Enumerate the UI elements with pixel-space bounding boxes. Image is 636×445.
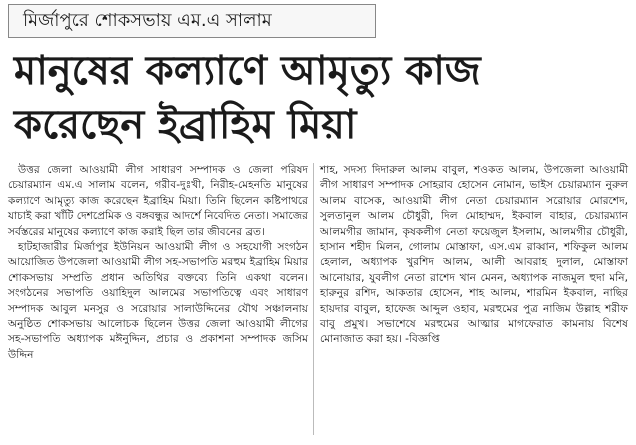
left-column: [8, 163, 308, 363]
body-paragraph-3: শাহ, সদস্য দিদারুল আলম বাবুল, শওকত আলম, উপজেলা আওয়ামী লীগ সাধারণ সম্পাদক সোহরাব হোসেন নোমান, ভাইস চেয়ারম্যান নুরুল আলম বাসেক, আওয়ামী লীগ নেতা চেয়ারম্যান সরোয়ার মোরশেদ, সুলতানুল আলম চৌধুরী, দিল মোহাম্মদ, ইকবাল বাহার, চেয়ারম্যান আলমগীর জামান, কৃষকলীগ নেতা ফয়েজুল ইসলাম, আলমগীর চৌধুরী, হাসান শহীদ মিলন, গোলাম মোস্তাফা, এস.এম রাব্বান, শফিকুল আলম হেলাল, অধ্যাপক খুরশিদ আলম, আলী আবরাহ দুলাল, মোস্তাফা আনোয়ার, যুবলীগ নেতা রাশেদ খান মেনন, অধ্যাপক নাজমুল হুদা মনি, হারুনুর রশিদ, আকতার হোসেন, শাহ আলম, শারমিন ইকবাল, নাছির হায়দার বাবুল, হাফেজ আব্দুল ওহাব, মরহুমের পুত্র নাজিম উল্লাহ শরীফ বাবু প্রমুখ। সভাশেষে মরহুমের আত্মার মাগফেরাত কামনায় বিশেষ মোনাজাত করা হয়। -বিজ্ঞপ্তি: [320, 164, 628, 346]
headline-line-2: করেছেন ইব্রাহিম মিয়া: [14, 102, 357, 148]
right-column: [320, 163, 628, 348]
body-paragraph-1: উত্তর জেলা আওয়ামী লীগ সাধারণ সম্পাদক ও জেলা পরিষদ চেয়ারম্যান এম.এ সালাম বলেন, গরীব-দুঃখী, নিরীহ-মেহনতি মানুষের কল্যাণে আমৃত্যু কাজ করেছেন ইব্রাহিম মিয়া। তিনি ছিলেন কষ্টিপাথরে যাচাই করা খাঁটি দেশপ্রেমিক ও বঙ্গবন্ধুর আদর্শে নিবেদিত নেতা। সমাজের সর্বস্তরের মানুষের কল্যাণে কাজ করাই ছিল তার জীবনের ব্রত।: [8, 164, 308, 238]
column-divider: [313, 163, 314, 435]
kicker-box: মির্জাপুরে শোকসভায় এম.এ সালাম: [8, 4, 376, 38]
body-paragraph-2: হাটহাজারীর মির্জাপুর ইউনিয়ন আওয়ামী লীগ ও সহযোগী সংগঠন আয়োজিত উপজেলা আওয়ামী লীগ সহ-সভাপতি মরহুম ইব্রাহিম মিয়ার শোকসভায় সম্প্রতি প্রধান অতিথির বক্তব্যে তিনি একথা বলেন। সংগঠনের সভাপতি ওয়াহিদুল আলমের সভাপতিত্বে এবং সাধারণ সম্পাদক আবুল মনসুর ও সরোয়ার সালাউদ্দিনের যৌথ সঞ্চালনায় অনুষ্ঠিত শোকসভায় আলোচক ছিলেন উত্তর জেলা আওয়ামী লীগের সহ-সভাপতি অধ্যাপক মঈনুদ্দিন, প্রচার ও প্রকাশনা সম্পাদক জসিম উদ্দিন: [8, 241, 308, 361]
headline-line-1: মানুষের কল্যাণে আমৃত্যু কাজ: [14, 48, 481, 94]
